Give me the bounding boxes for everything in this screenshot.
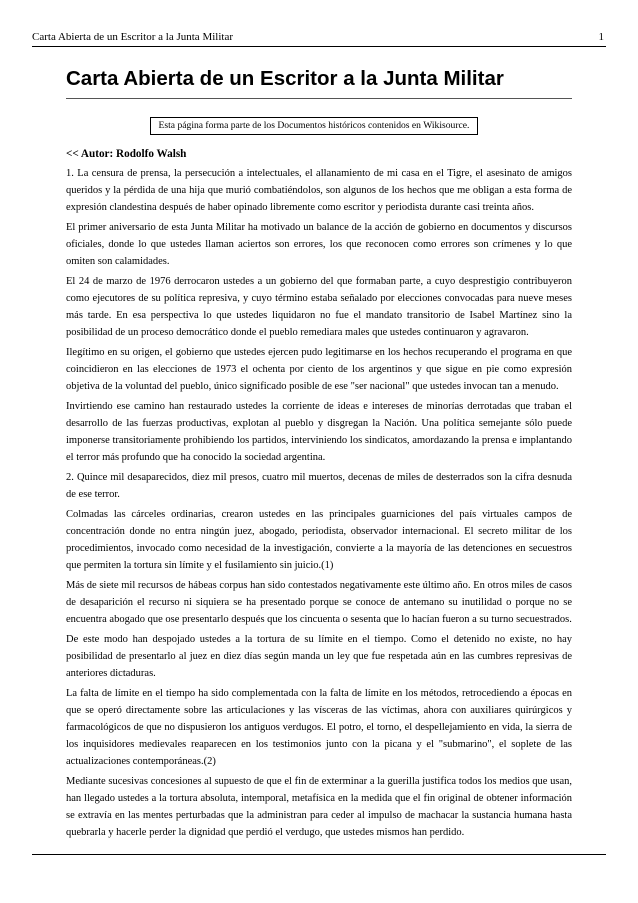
title-divider [66,98,572,99]
running-header [32,30,606,47]
page-title: Carta Abierta de un Escritor a la Junta Militar [66,67,504,90]
page-number: 1 [598,31,604,43]
paragraph: Más de siete mil recursos de hábeas corpus han sido contestados negativamente este último año. En otros miles de casos de desaparición el recurso ni siquiera se ha presentado porque se conoce de antemano su inutilidad o porque no se encuentra abogado que ose presentarlo después que los cincuenta o sesenta que lo hacían fueron a su turno secuestrados. [66,580,572,625]
paragraph: 1. La censura de prensa, la persecución a intelectuales, el allanamiento de mi casa en el Tigre, el asesinato de amigos queridos y la pérdida de una hija que murió combatiéndolos, son algunos de los hechos que me obligan a esta forma de expresión clandestina después de haber opinado libremente como escritor y periodista durante casi treinta años. [66,168,572,213]
wikisource-notice-box: Esta página forma parte de los Documentos históricos contenidos en Wikisource. [150,117,478,135]
running-header-title: Carta Abierta de un Escritor a la Junta Militar [32,31,233,43]
author-line: << Autor: Rodolfo Walsh [66,148,187,160]
paragraph: De este modo han despojado ustedes a la tortura de su límite en el tiempo. Como el detenido no existe, no hay posibilidad de presentarlo al juez en diez días según manda un ley que fue respetada aún en las cumbres represivas de anteriores dictaduras. [66,634,572,679]
footer-divider [32,854,606,855]
paragraph: Invirtiendo ese camino han restaurado ustedes la corriente de ideas e intereses de minorías derrotadas que traban el desarrollo de las fuerzas productivas, explotan al pueblo y disgregan la Nación. Una política semejante sólo puede imponerse transitoriamente prohibiendo los partidos, interviniendo los sindicatos, amordazando la prensa e implantando el terror más profundo que ha conocido la sociedad argentina. [66,401,572,463]
paragraph: La falta de límite en el tiempo ha sido complementada con la falta de límite en los métodos, retrocediendo a épocas en que se operó directamente sobre las articulaciones y las vísceras de las víctimas, ahora con auxiliares quirúrgicos y farmacológicos de que no dispusieron los antiguos verdugos. El potro, el torno, el despellejamiento en vida, la sierra de los inquisidores medievales reaparecen en los testimonios junto con la picana y el "submarino", el soplete de las actualizaciones contemporáneas.(2) [66,688,572,767]
paragraph: 2. Quince mil desaparecidos, diez mil presos, cuatro mil muertos, decenas de miles de desterrados son la cifra desnuda de ese terror. [66,472,572,500]
paragraph: Colmadas las cárceles ordinarias, crearon ustedes en las principales guarniciones del país virtuales campos de concentración donde no entra ningún juez, abogado, periodista, observador internacional. El secreto militar de los procedimientos, invocado como necesidad de la investigación, convierte a la mayoría de las detenciones en secuestros que permiten la tortura sin límite y el fusilamiento sin juicio.(1) [66,509,572,571]
paragraph: Ilegítimo en su origen, el gobierno que ustedes ejercen pudo legitimarse en los hechos recuperando el programa en que coincidieron en las elecciones de 1973 el ochenta por ciento de los argentinos y que sigue en pie como expresión objetiva de la voluntad del pueblo, único significado posible de ese "ser nacional" que ustedes invocan tan a menudo. [66,347,572,392]
paragraph: El 24 de marzo de 1976 derrocaron ustedes a un gobierno del que formaban parte, a cuyo desprestigio contribuyeron como ejecutores de su política represiva, y cuyo término estaba señalado por elecciones convocadas para nueve meses más tarde. En esa perspectiva lo que ustedes liquidaron no fue el mandato transitorio de Isabel Martínez sino la posibilidad de un proceso democrático donde el pueblo remediara males que ustedes continuaron y agravaron. [66,276,572,338]
article-body [66,146,572,844]
paragraph: El primer aniversario de esta Junta Militar ha motivado un balance de la acción de gobierno en documentos y discursos oficiales, donde lo que ustedes llaman aciertos son errores, los que reconocen como errores son crímenes y lo que omiten son calamidades. [66,222,572,267]
paragraph: Mediante sucesivas concesiones al supuesto de que el fin de exterminar a la guerilla justifica todos los medios que usan, han llegado ustedes a la tortura absoluta, intemporal, metafísica en la medida que el fin original de obtener información se extravía en las mentes perturbadas que la administran para ceder al impulso de machacar la sustancia humana hasta quebrarla y hacerle perder la dignidad que perdió el verdugo, que ustedes mismos han perdido. [66,776,572,838]
